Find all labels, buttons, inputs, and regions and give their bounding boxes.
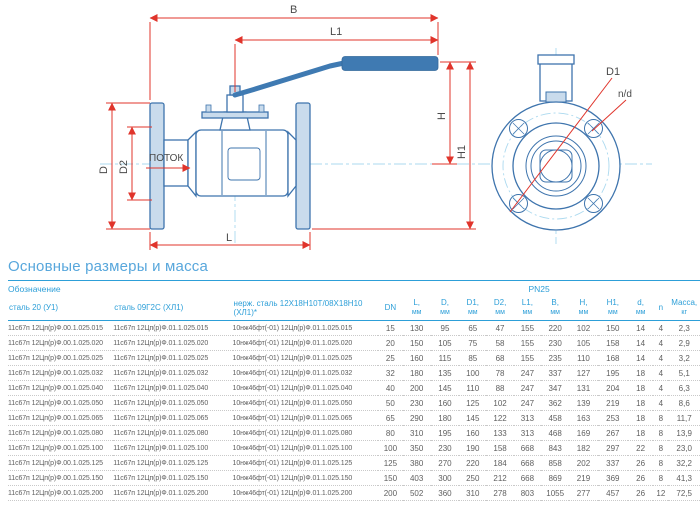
table-cell: 457 [598,486,628,501]
table-cell: 18 [628,381,653,396]
table-cell: 190 [459,441,486,456]
table-cell: 18 [628,396,653,411]
table-cell: 10нж46фт(-01) 12Цп(р)Ф.01.1.025.080 [233,426,379,441]
table-cell: 267 [598,426,628,441]
table-cell: 2,3 [668,321,700,336]
group-header-row [8,281,700,296]
column-header: D2, мм [486,295,513,321]
table-cell: 150 [378,471,402,486]
table-cell: 10нж46фт(-01) 12Цп(р)Ф.01.1.025.025 [233,351,379,366]
table-cell: 253 [598,411,628,426]
valve-body [196,130,288,196]
table-cell: 668 [514,456,541,471]
handle-rod [235,63,344,95]
table-cell: 11с67п 12Цп(р)Ф.01.1.025.050 [113,396,232,411]
table-cell: 290 [403,411,431,426]
table-cell: 337 [541,366,569,381]
table-cell: 858 [541,456,569,471]
table-cell: 10нж46фт(-01) 12Цп(р)Ф.01.1.025.020 [233,336,379,351]
table-cell: 11с67п 12Цп(р)Ф.00.1.025.080 [8,426,113,441]
column-header: B, мм [541,295,569,321]
table-cell: 122 [486,411,513,426]
table-cell: 220 [541,321,569,336]
table-cell: 4 [653,381,668,396]
table-cell: 26 [628,486,653,501]
column-header: нерж. сталь 12Х18Н10Т/08Х18Н10 (ХЛ1)* [233,298,363,317]
table-cell: 139 [569,396,597,411]
table-cell: 160 [459,426,486,441]
table-cell: 180 [403,366,431,381]
column-header: Масса, кг [671,298,698,316]
table-cell: 47 [486,321,513,336]
table-cell: 133 [486,426,513,441]
column-header: H, мм [569,295,597,321]
table-cell: 88 [486,381,513,396]
table-cell: 10нж46фт(-01) 12Цп(р)Ф.01.1.025.050 [233,396,379,411]
table-row [8,321,700,336]
table-row [8,426,700,441]
table-row [8,396,700,411]
table-cell: 130 [403,321,431,336]
table-cell: 15 [378,321,402,336]
table-cell: 135 [431,366,459,381]
flow-label: ПОТОК [149,153,184,164]
handle-grip [342,57,438,71]
table-cell: 158 [598,336,628,351]
table-cell: 78 [486,366,513,381]
table-cell: 310 [459,486,486,501]
table-cell: 40 [378,381,402,396]
table-cell: 11с67п 12Цп(р)Ф.00.1.025.032 [8,366,113,381]
table-cell: 313 [514,426,541,441]
table-cell: 6,3 [668,381,700,396]
table-cell: 11с67п 12Цп(р)Ф.01.1.025.200 [113,486,232,501]
table-cell: 155 [514,321,541,336]
table-cell: 468 [541,426,569,441]
table-cell: 105 [431,336,459,351]
table-cell: 11с67п 12Цп(р)Ф.01.1.025.100 [113,441,232,456]
table-cell: 11с67п 12Цп(р)Ф.00.1.025.100 [8,441,113,456]
table-cell: 25 [378,351,402,366]
table-cell: 11с67п 12Цп(р)Ф.01.1.025.150 [113,471,232,486]
table-cell: 362 [541,396,569,411]
valve-technical-drawing [0,0,700,252]
table-cell: 115 [431,351,459,366]
table-cell: 219 [598,396,628,411]
table-cell: 278 [486,486,513,501]
mounting-plate [202,112,268,118]
column-header: n [658,303,664,312]
table-cell: 219 [569,471,597,486]
table-cell: 668 [514,441,541,456]
table-cell: 65 [378,411,402,426]
table-row [8,441,700,456]
column-unit: мм [550,309,560,316]
column-unit: мм [440,309,450,316]
table-cell: 11с67п 12Цп(р)Ф.00.1.025.065 [8,411,113,426]
table-cell: 65 [459,321,486,336]
table-cell: 10нж46фт(-01) 12Цп(р)Ф.01.1.025.015 [233,321,379,336]
table-cell: 4 [653,366,668,381]
table-cell: 347 [541,381,569,396]
table-cell: 110 [459,381,486,396]
table-cell: 168 [598,351,628,366]
table-cell: 230 [541,336,569,351]
table-row [8,336,700,351]
table-cell: 212 [486,471,513,486]
table-cell: 195 [431,426,459,441]
table-cell: 502 [403,486,431,501]
table-cell: 403 [403,471,431,486]
table-cell: 26 [628,471,653,486]
table-cell: 3,2 [668,351,700,366]
table-cell: 2,9 [668,336,700,351]
column-header-row [8,295,700,321]
table-cell: 18 [628,366,653,381]
table-cell: 150 [403,336,431,351]
table-cell: 155 [514,351,541,366]
table-cell: 247 [514,381,541,396]
table-cell: 11с67п 12Цп(р)Ф.00.1.025.025 [8,351,113,366]
table-cell: 20 [378,336,402,351]
table-cell: 12 [653,486,668,501]
table-cell: 14 [628,321,653,336]
column-header: DN [384,303,397,312]
plate-bolt-right [259,105,264,112]
taper-right [288,132,296,196]
table-cell: 68 [486,351,513,366]
table-cell: 247 [514,366,541,381]
table-cell: 380 [403,456,431,471]
table-cell: 350 [403,441,431,456]
column-unit: мм [467,309,478,316]
table-cell: 11с67п 12Цп(р)Ф.01.1.025.040 [113,381,232,396]
table-cell: 11с67п 12Цп(р)Ф.01.1.025.015 [113,321,232,336]
table-cell: 313 [514,411,541,426]
dimensions-table [8,280,700,501]
table-cell: 200 [378,486,402,501]
table-cell: 32 [378,366,402,381]
table-cell: 10нж46фт(-01) 12Цп(р)Ф.01.1.025.100 [233,441,379,456]
table-cell: 310 [403,426,431,441]
dimension-label-l1: L1 [330,26,343,38]
table-cell: 11с67п 12Цп(р)Ф.00.1.025.015 [8,321,113,336]
column-unit: мм [411,309,422,316]
column-header: сталь 20 (У1) [9,303,59,312]
table-cell: 18 [628,426,653,441]
table-cell: 270 [431,456,459,471]
end-stem-nut [546,92,566,102]
table-cell: 110 [569,351,597,366]
table-cell: 50 [378,396,402,411]
column-unit: мм [608,309,618,316]
dimension-label-l: L [226,232,233,244]
table-cell: 180 [431,411,459,426]
plate-bolt-left [206,105,211,112]
table-cell: 195 [598,366,628,381]
dimension-label-d: D [98,166,110,174]
table-cell: 102 [486,396,513,411]
table-cell: 10нж46фт(-01) 12Цп(р)Ф.01.1.025.125 [233,456,379,471]
table-cell: 163 [569,411,597,426]
column-unit: мм [495,309,505,316]
table-cell: 32,2 [668,456,700,471]
table-cell: 75 [459,336,486,351]
group-header-designation: Обозначение [8,284,61,294]
table-cell: 220 [459,456,486,471]
dimension-label-nd: n/d [618,89,632,100]
table-cell: 95 [431,321,459,336]
table-cell: 184 [486,456,513,471]
table-cell: 13,9 [668,426,700,441]
table-cell: 8 [653,411,668,426]
table-cell: 100 [459,366,486,381]
table-cell: 11с67п 12Цп(р)Ф.01.1.025.025 [113,351,232,366]
column-header: сталь 09Г2С (ХЛ1) [114,303,184,312]
table-cell: 8 [653,426,668,441]
table-cell: 41,3 [668,471,700,486]
table-cell: 11с67п 12Цп(р)Ф.01.1.025.032 [113,366,232,381]
table-body [8,321,700,501]
table-cell: 22 [628,441,653,456]
table-cell: 11с67п 12Цп(р)Ф.00.1.025.125 [8,456,113,471]
table-cell: 803 [514,486,541,501]
table-cell: 131 [569,381,597,396]
table-cell: 145 [431,381,459,396]
flange-right [296,103,310,229]
group-header-pn25: PN25 [528,284,550,294]
table-cell: 23,0 [668,441,700,456]
dimension-label-h: H [436,112,448,120]
table-cell: 10нж46фт(-01) 12Цп(р)Ф.01.1.025.032 [233,366,379,381]
table-cell: 72,5 [668,486,700,501]
flange-left [150,103,164,229]
table-row [8,411,700,426]
table-cell: 11с67п 12Цп(р)Ф.01.1.025.080 [113,426,232,441]
table-cell: 300 [431,471,459,486]
column-unit: мм [522,309,533,316]
table-cell: 80 [378,426,402,441]
column-header: d, мм [628,295,653,321]
table-cell: 5,1 [668,366,700,381]
table-cell: 26 [628,456,653,471]
column-unit: мм [635,309,646,316]
table-cell: 8,6 [668,396,700,411]
section-title: Основные размеры и масса [8,258,209,275]
table-row [8,366,700,381]
table-cell: 11с67п 12Цп(р)Ф.00.1.025.040 [8,381,113,396]
table-cell: 1055 [541,486,569,501]
table-cell: 458 [541,411,569,426]
table-cell: 235 [541,351,569,366]
table-cell: 58 [486,336,513,351]
table-cell: 150 [598,321,628,336]
table-cell: 11с67п 12Цп(р)Ф.01.1.025.125 [113,456,232,471]
handle [235,57,438,96]
table-cell: 85 [459,351,486,366]
table-cell: 200 [403,381,431,396]
table-cell: 4 [653,321,668,336]
stem-housing [227,95,243,112]
table-cell: 668 [514,471,541,486]
table-cell: 10нж46фт(-01) 12Цп(р)Ф.01.1.025.065 [233,411,379,426]
column-unit: кг [681,309,688,316]
table-row [8,486,700,501]
table-cell: 11с67п 12Цп(р)Ф.00.1.025.050 [8,396,113,411]
valve-end-view [492,55,620,230]
table-cell: 11,7 [668,411,700,426]
table-cell: 10нж46фт(-01) 12Цп(р)Ф.01.1.025.040 [233,381,379,396]
table-cell: 360 [431,486,459,501]
table-cell: 158 [486,441,513,456]
table-cell: 250 [459,471,486,486]
table-cell: 843 [541,441,569,456]
table-cell: 11с67п 12Цп(р)Ф.00.1.025.200 [8,486,113,501]
column-header: D1, мм [459,295,486,321]
table-cell: 202 [569,456,597,471]
table-cell: 11с67п 12Цп(р)Ф.00.1.025.150 [8,471,113,486]
table-cell: 204 [598,381,628,396]
table-cell: 14 [628,351,653,366]
table-cell: 18 [628,411,653,426]
table-cell: 155 [514,336,541,351]
table-cell: 100 [378,441,402,456]
table-cell: 125 [459,396,486,411]
valve-drawing-svg [0,0,700,252]
table-cell: 11с67п 12Цп(р)Ф.01.1.025.020 [113,336,232,351]
table-cell: 182 [569,441,597,456]
table-header [8,281,700,321]
leader-nd [592,100,626,131]
dimension-label-h1: H1 [456,144,468,160]
table-row [8,381,700,396]
table-cell: 8 [653,441,668,456]
table-cell: 4 [653,351,668,366]
table-row [8,471,700,486]
column-unit: мм [578,309,589,316]
table-cell: 169 [569,426,597,441]
column-header: L, мм [403,295,431,321]
table-cell: 230 [403,396,431,411]
table-row [8,351,700,366]
table-cell: 10нж46фт(-01) 12Цп(р)Ф.01.1.025.150 [233,471,379,486]
table-cell: 160 [403,351,431,366]
table-cell: 160 [431,396,459,411]
column-header: H1, мм [598,295,628,321]
table-cell: 8 [653,456,668,471]
dimension-label-d1: D1 [606,66,621,78]
table-cell: 145 [459,411,486,426]
table-cell: 105 [569,336,597,351]
table-cell: 11с67п 12Цп(р)Ф.01.1.025.065 [113,411,232,426]
dimension-label-b: B [290,4,298,16]
column-header: L1, мм [514,295,541,321]
table-cell: 337 [598,456,628,471]
taper-left [188,132,196,196]
table-cell: 369 [598,471,628,486]
table-cell: 11с67п 12Цп(р)Ф.00.1.025.020 [8,336,113,351]
end-stem-cap [538,55,574,64]
table-cell: 247 [514,396,541,411]
table-cell: 4 [653,336,668,351]
table-cell: 127 [569,366,597,381]
table-cell: 297 [598,441,628,456]
table-cell: 14 [628,336,653,351]
table-cell: 102 [569,321,597,336]
table-cell: 8 [653,471,668,486]
table-row [8,456,700,471]
column-header: D, мм [431,295,459,321]
table-cell: 869 [541,471,569,486]
table-cell: 125 [378,456,402,471]
table-cell: 10нж46фт(-01) 12Цп(р)Ф.01.1.025.200 [233,486,379,501]
table-cell: 230 [431,441,459,456]
table-cell: 277 [569,486,597,501]
table-cell: 4 [653,396,668,411]
dimension-label-d2: D2 [118,159,130,175]
